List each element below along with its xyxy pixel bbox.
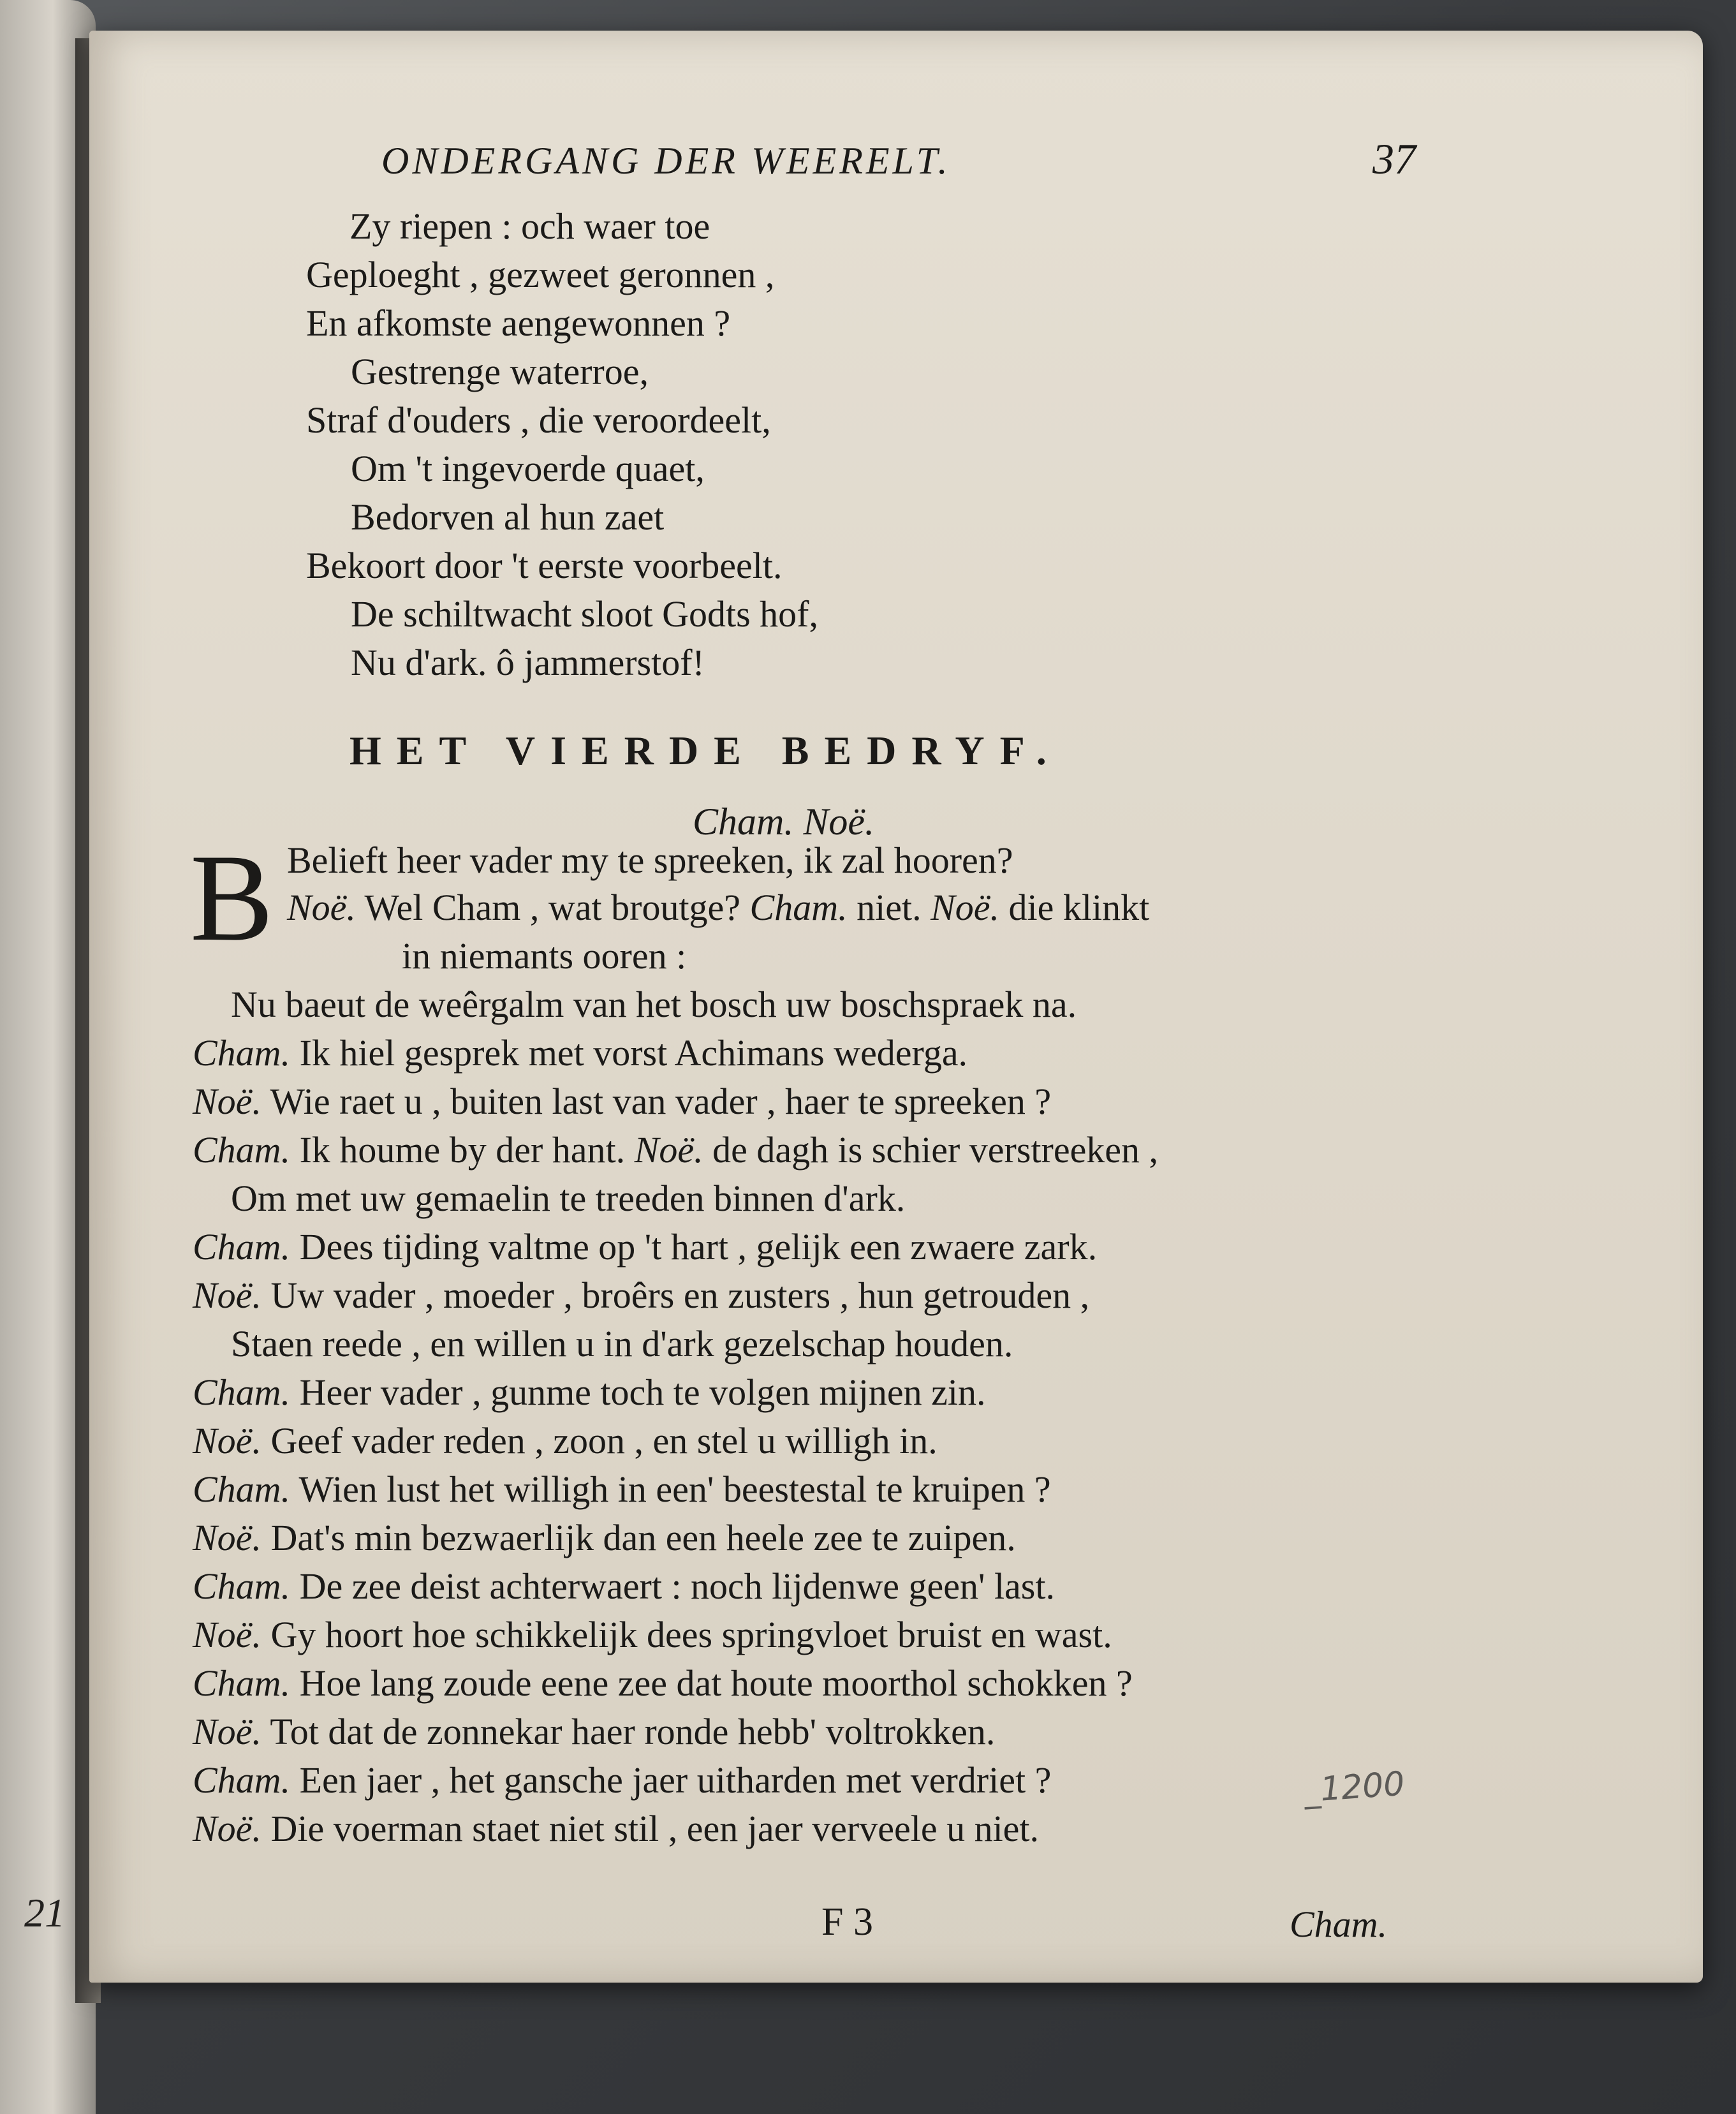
line-text: Wel Cham , wat broutge? bbox=[355, 887, 750, 928]
speaker-label: Cham. bbox=[193, 1129, 291, 1171]
speaker-label: Cham. bbox=[193, 1565, 291, 1607]
line-text: Een jaer , het gansche jaer uitharden met verdriet ? bbox=[290, 1759, 1052, 1801]
left-page-mark: 21 bbox=[24, 1890, 65, 1935]
line-text: Gy hoort hoe schikkelijk dees springvloet bruist en wast. bbox=[261, 1614, 1112, 1655]
speaker-label: Noë. bbox=[193, 1808, 261, 1849]
line-text: die klinkt bbox=[999, 887, 1150, 928]
dialogue-line bbox=[193, 1565, 1055, 1607]
dialogue-line bbox=[193, 1226, 1098, 1268]
verse-line: Om 't ingevoerde quaet, bbox=[351, 448, 705, 489]
pencil-annotation: _1200 bbox=[1302, 1764, 1406, 1810]
speaker-label: Noë. bbox=[193, 1275, 261, 1316]
verse-line: Gestrenge waterroe, bbox=[351, 351, 649, 392]
dialogue-line: in niemants ooren : bbox=[402, 935, 687, 977]
speaker-label: Cham. bbox=[193, 1759, 291, 1801]
line-text: De zee deist achterwaert : noch lijdenwe geen' last. bbox=[290, 1565, 1055, 1607]
line-text: Ik houme by der hant. bbox=[290, 1129, 635, 1171]
verse-line: Bedorven al hun zaet bbox=[351, 496, 665, 538]
dialogue-line bbox=[193, 1662, 1133, 1704]
dialogue-line bbox=[193, 1129, 1159, 1171]
line-text: Hoe lang zoude eene zee dat houte moorthol schokken ? bbox=[290, 1662, 1133, 1704]
line-text: Uw vader , moeder , broêrs en zusters , hun getrouden , bbox=[261, 1275, 1090, 1316]
dialogue-line bbox=[193, 1032, 968, 1074]
line-text: Tot dat de zonnekar haer ronde hebb' voltrokken. bbox=[261, 1711, 996, 1752]
line-text: Die voerman staet niet stil , een jaer verveele u niet. bbox=[261, 1808, 1040, 1849]
verse-line: Bekoort door 't eerste voorbeelt. bbox=[306, 545, 783, 586]
dialogue-line bbox=[193, 1083, 1051, 1120]
verse-line: De schiltwacht sloot Godts hof, bbox=[351, 593, 818, 635]
running-head: ONDERGANG DER WEERELT. bbox=[381, 140, 951, 182]
act-title: HET VIERDE BEDRYF. bbox=[349, 728, 1062, 773]
dialogue-line bbox=[193, 1277, 1089, 1314]
speaker-label: Noë. bbox=[931, 887, 1000, 928]
dialogue-line: Staen reede , en willen u in d'ark gezelschap houden. bbox=[231, 1323, 1013, 1364]
speaker-label: Cham. bbox=[193, 1032, 291, 1074]
line-text: Ik hiel gesprek met vorst Achimans wederga. bbox=[290, 1032, 968, 1074]
speaker-label: Cham. bbox=[193, 1662, 291, 1704]
dialogue-line bbox=[193, 1468, 1051, 1510]
speaker-label: Cham. bbox=[749, 887, 848, 928]
page-number: 37 bbox=[1372, 135, 1416, 183]
first-line: Belieft heer vader my te spreeken, ik zal hooren? bbox=[287, 839, 1013, 881]
speaker-label: Noë. bbox=[193, 1081, 261, 1122]
speaker-label: Noë. bbox=[193, 1711, 261, 1752]
dialogue-line bbox=[193, 1713, 995, 1750]
dialogue-line bbox=[193, 1420, 938, 1461]
speaker-label: Cham. bbox=[193, 1468, 291, 1510]
drop-cap: B bbox=[190, 829, 274, 967]
speaker-label: Cham. bbox=[193, 1371, 291, 1413]
dialogue-line bbox=[193, 1371, 986, 1413]
line-text: niet. bbox=[847, 887, 931, 928]
dialogue-line bbox=[193, 1616, 1112, 1653]
line-text: Wien lust het willigh in een' beestestal te kruipen ? bbox=[290, 1468, 1051, 1510]
line-text: Dat's min bezwaerlijk dan een heele zee te zuipen. bbox=[261, 1517, 1016, 1558]
speaker-label: Noë. bbox=[193, 1517, 261, 1558]
catchword: Cham. bbox=[1290, 1903, 1388, 1945]
verse-line: Zy riepen : och waer toe bbox=[349, 205, 710, 247]
line-text: Geef vader reden , zoon , en stel u willigh in. bbox=[261, 1420, 938, 1461]
dialogue-line: Om met uw gemaelin te treeden binnen d'ark. bbox=[231, 1178, 906, 1219]
speaker-label: Cham. bbox=[193, 1226, 291, 1268]
dialogue-line bbox=[193, 1810, 1039, 1847]
speaker-label: Noë. bbox=[287, 887, 356, 928]
verse-line: Nu d'ark. ô jammerstof! bbox=[351, 642, 705, 683]
line-text: Dees tijding valtme op 't hart , gelijk een zwaere zark. bbox=[290, 1226, 1098, 1268]
signature-mark: F 3 bbox=[821, 1900, 873, 1944]
speaker-label: Noë. bbox=[193, 1420, 261, 1461]
dialogue-line: Nu baeut de weêrgalm van het bosch uw boschspraek na. bbox=[231, 984, 1077, 1025]
dialogue-line bbox=[193, 1519, 1016, 1556]
verse-line: Straf d'ouders , die veroordeelt, bbox=[306, 399, 771, 441]
dialogue-line bbox=[193, 1759, 1052, 1801]
speaker-label: Noë. bbox=[634, 1129, 703, 1171]
verse-line: En afkomste aengewonnen ? bbox=[306, 302, 731, 344]
dialogue-line bbox=[287, 889, 1149, 926]
line-text: Wie raet u , buiten last van vader , haer te spreeken ? bbox=[261, 1081, 1052, 1122]
verse-line: Geploeght , gezweet geronnen , bbox=[306, 254, 775, 295]
cast-list: Cham. Noë. bbox=[693, 801, 874, 843]
line-text: Heer vader , gunme toch te volgen mijnen zin. bbox=[290, 1371, 986, 1413]
speaker-label: Noë. bbox=[193, 1614, 261, 1655]
book-page bbox=[89, 31, 1703, 1983]
line-text: de dagh is schier verstreeken , bbox=[703, 1129, 1159, 1171]
